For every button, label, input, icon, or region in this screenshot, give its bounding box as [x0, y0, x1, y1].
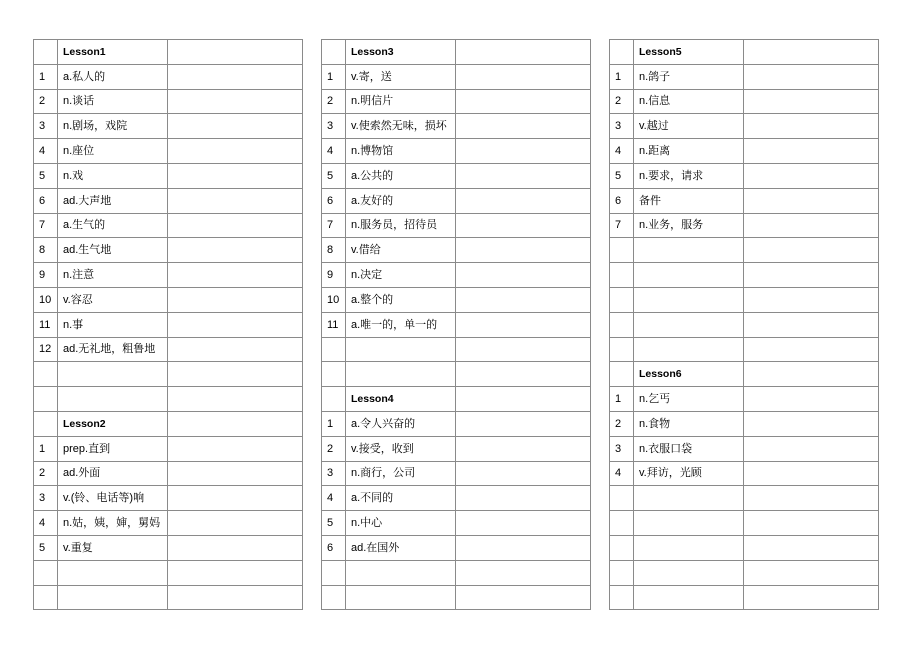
vocab-table-1 — [33, 39, 303, 610]
vocab-row — [610, 337, 879, 362]
vocab-meaning: ad.大声地 — [58, 188, 168, 213]
vocab-row — [610, 436, 879, 461]
vocab-meaning: v.借给 — [346, 238, 456, 263]
answer-cell — [744, 585, 879, 610]
answer-cell — [168, 89, 303, 114]
vocab-row — [322, 238, 591, 263]
row-number: 2 — [610, 411, 634, 436]
vocab-row — [610, 585, 879, 610]
vocab-row — [322, 64, 591, 89]
vocab-meaning: n.决定 — [346, 263, 456, 288]
vocab-row — [322, 139, 591, 164]
answer-cell — [456, 511, 591, 536]
answer-cell — [456, 238, 591, 263]
answer-cell — [456, 486, 591, 511]
row-number: 1 — [322, 64, 346, 89]
vocab-row — [34, 585, 303, 610]
row-number — [610, 238, 634, 263]
answer-cell — [744, 114, 879, 139]
vocab-row — [610, 64, 879, 89]
row-number — [610, 362, 634, 387]
vocab-row — [322, 312, 591, 337]
row-number: 6 — [34, 188, 58, 213]
vocab-meaning — [634, 585, 744, 610]
vocab-meaning — [634, 287, 744, 312]
row-number: 6 — [322, 188, 346, 213]
row-number: 8 — [34, 238, 58, 263]
answer-cell — [744, 511, 879, 536]
row-number: 11 — [322, 312, 346, 337]
row-number: 3 — [322, 461, 346, 486]
vocab-meaning: v.使索然无味，损坏 — [346, 114, 456, 139]
lesson-header-row — [610, 40, 879, 65]
row-number: 6 — [610, 188, 634, 213]
vocab-meaning: v.重复 — [58, 535, 168, 560]
vocab-row — [322, 362, 591, 387]
vocab-meaning: n.事 — [58, 312, 168, 337]
vocab-row — [322, 213, 591, 238]
vocab-meaning: a.令人兴奋的 — [346, 411, 456, 436]
vocab-meaning: ad.在国外 — [346, 535, 456, 560]
row-number — [322, 387, 346, 412]
vocab-row — [34, 486, 303, 511]
vocab-meaning — [634, 535, 744, 560]
vocab-row — [34, 535, 303, 560]
row-number: 1 — [34, 436, 58, 461]
lesson-header-row — [322, 387, 591, 412]
vocab-meaning — [634, 486, 744, 511]
answer-cell — [744, 139, 879, 164]
row-number: 5 — [34, 163, 58, 188]
vocab-row — [322, 89, 591, 114]
answer-cell — [456, 139, 591, 164]
vocab-row — [610, 461, 879, 486]
vocab-row — [34, 188, 303, 213]
vocab-row — [322, 560, 591, 585]
vocab-meaning: n.注意 — [58, 263, 168, 288]
vocab-row — [322, 535, 591, 560]
vocab-row — [610, 139, 879, 164]
row-number: 1 — [322, 411, 346, 436]
vocab-row — [34, 436, 303, 461]
vocab-meaning: n.信息 — [634, 89, 744, 114]
vocab-meaning: v.接受，收到 — [346, 436, 456, 461]
answer-cell — [456, 287, 591, 312]
row-number — [610, 486, 634, 511]
vocab-meaning: n.要求，请求 — [634, 163, 744, 188]
vocab-row — [322, 287, 591, 312]
answer-cell — [168, 287, 303, 312]
answer-cell — [456, 64, 591, 89]
answer-cell — [456, 411, 591, 436]
answer-cell — [456, 213, 591, 238]
answer-cell — [744, 486, 879, 511]
vocab-row — [610, 213, 879, 238]
row-number — [610, 337, 634, 362]
lesson-title: Lesson3 — [346, 40, 456, 65]
answer-cell — [168, 40, 303, 65]
vocab-meaning: ad.无礼地，粗鲁地 — [58, 337, 168, 362]
vocab-meaning — [634, 511, 744, 536]
row-number: 1 — [34, 64, 58, 89]
vocab-row — [610, 163, 879, 188]
vocab-row — [34, 560, 303, 585]
answer-cell — [456, 163, 591, 188]
answer-cell — [168, 139, 303, 164]
row-number: 7 — [610, 213, 634, 238]
answer-cell — [168, 213, 303, 238]
vocab-row — [322, 337, 591, 362]
row-number: 5 — [322, 163, 346, 188]
vocab-meaning: n.鸽子 — [634, 64, 744, 89]
vocab-row — [322, 114, 591, 139]
row-number — [34, 40, 58, 65]
answer-cell — [168, 387, 303, 412]
vocab-meaning: n.食物 — [634, 411, 744, 436]
answer-cell — [168, 163, 303, 188]
vocab-row — [610, 114, 879, 139]
row-number: 4 — [34, 511, 58, 536]
vocab-meaning: n.座位 — [58, 139, 168, 164]
row-number: 5 — [322, 511, 346, 536]
vocab-meaning — [634, 312, 744, 337]
vocab-row — [34, 263, 303, 288]
row-number — [610, 560, 634, 585]
vocab-row — [322, 163, 591, 188]
vocab-row — [34, 337, 303, 362]
row-number — [610, 40, 634, 65]
vocab-row — [610, 89, 879, 114]
row-number: 6 — [322, 535, 346, 560]
answer-cell — [744, 387, 879, 412]
vocab-meaning: v.容忍 — [58, 287, 168, 312]
vocab-meaning — [58, 585, 168, 610]
row-number — [34, 560, 58, 585]
row-number — [610, 287, 634, 312]
row-number: 9 — [322, 263, 346, 288]
vocab-meaning — [346, 560, 456, 585]
answer-cell — [744, 64, 879, 89]
answer-cell — [456, 362, 591, 387]
vocab-row — [610, 188, 879, 213]
row-number: 3 — [34, 486, 58, 511]
answer-cell — [744, 287, 879, 312]
lesson-title: Lesson4 — [346, 387, 456, 412]
answer-cell — [168, 362, 303, 387]
answer-cell — [456, 40, 591, 65]
vocab-row — [322, 411, 591, 436]
vocab-row — [610, 263, 879, 288]
row-number: 5 — [610, 163, 634, 188]
answer-cell — [168, 486, 303, 511]
vocab-meaning: n.商行，公司 — [346, 461, 456, 486]
answer-cell — [168, 560, 303, 585]
row-number — [610, 585, 634, 610]
vocab-meaning: 备件 — [634, 188, 744, 213]
lesson-title: Lesson1 — [58, 40, 168, 65]
row-number — [322, 560, 346, 585]
row-number: 2 — [34, 461, 58, 486]
lesson-header-row — [34, 411, 303, 436]
vocab-meaning — [58, 560, 168, 585]
row-number — [34, 585, 58, 610]
answer-cell — [456, 114, 591, 139]
answer-cell — [456, 263, 591, 288]
vocab-meaning: n.姑，姨，婶，舅妈 — [58, 511, 168, 536]
vocab-row — [34, 387, 303, 412]
vocab-meaning: ad.生气地 — [58, 238, 168, 263]
vocab-meaning — [58, 387, 168, 412]
row-number — [610, 511, 634, 536]
row-number: 5 — [34, 535, 58, 560]
lesson-header-row — [322, 40, 591, 65]
row-number — [322, 585, 346, 610]
answer-cell — [744, 436, 879, 461]
answer-cell — [168, 511, 303, 536]
answer-cell — [456, 461, 591, 486]
answer-cell — [744, 362, 879, 387]
vocab-row — [610, 238, 879, 263]
vocab-meaning: ad.外面 — [58, 461, 168, 486]
vocab-meaning — [58, 362, 168, 387]
vocab-row — [610, 312, 879, 337]
row-number: 3 — [610, 436, 634, 461]
row-number: 4 — [322, 139, 346, 164]
answer-cell — [168, 461, 303, 486]
row-number: 1 — [610, 387, 634, 412]
vocab-meaning: v.寄，送 — [346, 64, 456, 89]
vocab-row — [322, 511, 591, 536]
vocab-row — [34, 362, 303, 387]
vocab-row — [34, 139, 303, 164]
vocab-meaning — [634, 560, 744, 585]
vocab-meaning: n.戏 — [58, 163, 168, 188]
vocab-meaning — [346, 585, 456, 610]
answer-cell — [168, 312, 303, 337]
vocab-row — [34, 461, 303, 486]
row-number: 12 — [34, 337, 58, 362]
vocab-meaning — [634, 263, 744, 288]
answer-cell — [168, 188, 303, 213]
answer-cell — [168, 535, 303, 560]
vocab-meaning: n.业务，服务 — [634, 213, 744, 238]
answer-cell — [744, 213, 879, 238]
answer-cell — [456, 560, 591, 585]
vocab-meaning — [634, 337, 744, 362]
vocab-meaning — [346, 337, 456, 362]
vocab-row — [610, 411, 879, 436]
vocab-table-3 — [609, 39, 879, 610]
lesson-title: Lesson6 — [634, 362, 744, 387]
vocab-row — [34, 287, 303, 312]
vocab-meaning: n.中心 — [346, 511, 456, 536]
answer-cell — [744, 238, 879, 263]
vocab-table-2 — [321, 39, 591, 610]
vocab-row — [322, 461, 591, 486]
vocab-meaning: a.不同的 — [346, 486, 456, 511]
answer-cell — [744, 461, 879, 486]
vocab-meaning: n.乞丐 — [634, 387, 744, 412]
row-number: 7 — [34, 213, 58, 238]
answer-cell — [744, 535, 879, 560]
row-number: 1 — [610, 64, 634, 89]
row-number: 3 — [610, 114, 634, 139]
vocab-row — [610, 511, 879, 536]
vocab-row — [34, 238, 303, 263]
answer-cell — [168, 411, 303, 436]
vocab-row — [610, 560, 879, 585]
row-number: 4 — [610, 139, 634, 164]
row-number: 8 — [322, 238, 346, 263]
answer-cell — [168, 585, 303, 610]
row-number: 2 — [322, 89, 346, 114]
vocab-meaning: prep.直到 — [58, 436, 168, 461]
answer-cell — [744, 40, 879, 65]
vocab-row — [34, 114, 303, 139]
vocab-row — [610, 486, 879, 511]
row-number: 4 — [34, 139, 58, 164]
vocab-meaning: a.唯一的，单一的 — [346, 312, 456, 337]
answer-cell — [744, 411, 879, 436]
answer-cell — [744, 163, 879, 188]
answer-cell — [744, 312, 879, 337]
answer-cell — [168, 337, 303, 362]
row-number: 11 — [34, 312, 58, 337]
vocab-meaning: a.生气的 — [58, 213, 168, 238]
vocab-meaning: n.服务员，招待员 — [346, 213, 456, 238]
row-number: 10 — [322, 287, 346, 312]
lesson-title: Lesson5 — [634, 40, 744, 65]
answer-cell — [168, 64, 303, 89]
row-number: 9 — [34, 263, 58, 288]
answer-cell — [456, 188, 591, 213]
row-number — [610, 312, 634, 337]
row-number: 10 — [34, 287, 58, 312]
row-number — [322, 362, 346, 387]
answer-cell — [456, 312, 591, 337]
row-number: 2 — [322, 436, 346, 461]
vocab-row — [610, 535, 879, 560]
vocab-meaning: v.越过 — [634, 114, 744, 139]
answer-cell — [744, 263, 879, 288]
answer-cell — [168, 238, 303, 263]
row-number: 4 — [322, 486, 346, 511]
row-number — [34, 411, 58, 436]
row-number — [322, 337, 346, 362]
lesson-header-row — [34, 40, 303, 65]
vocab-meaning: v.(铃、电话等)响 — [58, 486, 168, 511]
row-number — [610, 535, 634, 560]
answer-cell — [456, 535, 591, 560]
lesson-title: Lesson2 — [58, 411, 168, 436]
vocab-meaning: a.公共的 — [346, 163, 456, 188]
answer-cell — [168, 263, 303, 288]
vocab-row — [322, 585, 591, 610]
answer-cell — [168, 436, 303, 461]
answer-cell — [744, 560, 879, 585]
vocab-row — [34, 312, 303, 337]
row-number: 3 — [322, 114, 346, 139]
vocab-meaning: n.明信片 — [346, 89, 456, 114]
row-number — [34, 362, 58, 387]
vocab-meaning — [634, 238, 744, 263]
answer-cell — [456, 585, 591, 610]
vocab-row — [34, 511, 303, 536]
vocab-row — [322, 436, 591, 461]
vocab-row — [610, 287, 879, 312]
answer-cell — [456, 387, 591, 412]
answer-cell — [744, 188, 879, 213]
lesson-header-row — [610, 362, 879, 387]
vocab-row — [610, 387, 879, 412]
row-number — [610, 263, 634, 288]
vocab-row — [34, 213, 303, 238]
answer-cell — [168, 114, 303, 139]
row-number: 7 — [322, 213, 346, 238]
row-number: 4 — [610, 461, 634, 486]
vocab-meaning — [346, 362, 456, 387]
vocab-meaning: n.距离 — [634, 139, 744, 164]
vocab-meaning: n.衣服口袋 — [634, 436, 744, 461]
vocab-meaning: a.友好的 — [346, 188, 456, 213]
vocab-row — [34, 163, 303, 188]
answer-cell — [744, 89, 879, 114]
vocab-row — [34, 64, 303, 89]
answer-cell — [456, 337, 591, 362]
row-number: 3 — [34, 114, 58, 139]
vocab-meaning: n.博物馆 — [346, 139, 456, 164]
vocab-meaning: n.谈话 — [58, 89, 168, 114]
vocab-row — [322, 188, 591, 213]
row-number: 2 — [610, 89, 634, 114]
vocab-meaning: n.剧场，戏院 — [58, 114, 168, 139]
vocab-row — [34, 89, 303, 114]
vocab-row — [322, 486, 591, 511]
vocab-meaning: a.私人的 — [58, 64, 168, 89]
vocab-meaning: v.拜访，光顾 — [634, 461, 744, 486]
answer-cell — [456, 436, 591, 461]
row-number: 2 — [34, 89, 58, 114]
row-number — [34, 387, 58, 412]
answer-cell — [456, 89, 591, 114]
row-number — [322, 40, 346, 65]
vocab-meaning: a.整个的 — [346, 287, 456, 312]
answer-cell — [744, 337, 879, 362]
vocab-row — [322, 263, 591, 288]
